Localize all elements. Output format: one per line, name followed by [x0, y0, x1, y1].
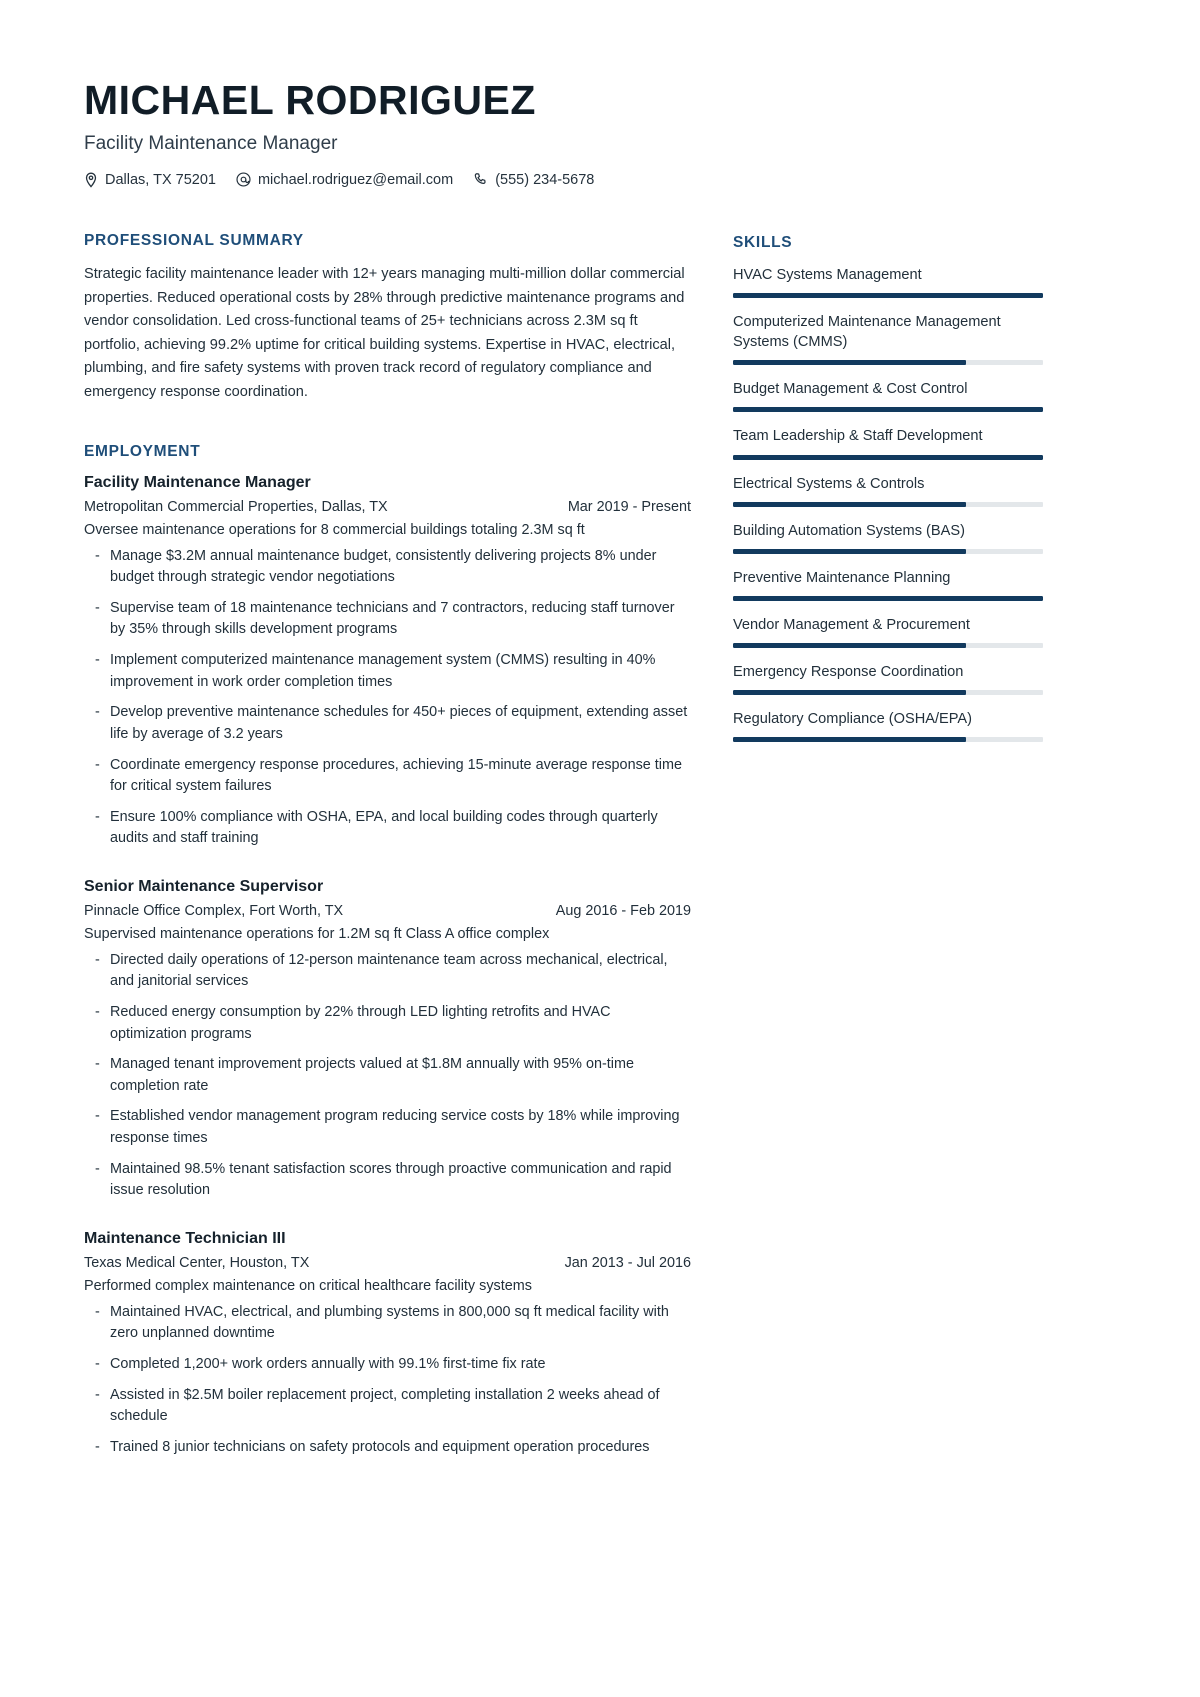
skill-name: Emergency Response Coordination	[733, 664, 964, 681]
job-dates: Aug 2016 - Feb 2019	[555, 902, 691, 919]
job-meta	[84, 903, 691, 919]
job-bullets	[84, 1302, 691, 1459]
side-column	[733, 232, 1043, 756]
skill-level-fill	[733, 549, 966, 554]
job-bullet: - Implement computerized maintenance management system (CMMS) resulting in 40% improvement in work order completion times	[84, 650, 691, 693]
job-bullet: - Reduced energy consumption by 22% through LED lighting retrofits and HVAC optimization programs	[84, 1002, 691, 1045]
skill-item	[733, 265, 1043, 298]
job-bullet: - Completed 1,200+ work orders annually with 99.1% first-time fix rate	[84, 1354, 691, 1376]
skill-level-bar	[733, 737, 1043, 742]
job-title: Facility Maintenance Manager	[84, 473, 311, 491]
candidate-name: MICHAEL RODRIGUEZ	[84, 77, 536, 123]
phone-icon	[473, 172, 488, 187]
contact-email	[236, 172, 453, 188]
skills-heading: SKILLS	[733, 233, 793, 251]
resume-header	[84, 78, 1116, 188]
job-bullet: - Directed daily operations of 12-person maintenance team across mechanical, electrical, and janitorial services	[84, 950, 691, 993]
skill-level-bar	[733, 360, 1043, 365]
job-bullet: - Develop preventive maintenance schedules for 450+ pieces of equipment, extending asset life by average of 3.2 years	[84, 702, 691, 745]
job-company: Texas Medical Center, Houston, TX	[84, 1254, 310, 1271]
skill-level-bar	[733, 502, 1043, 507]
job-meta	[84, 1255, 691, 1271]
skill-level-bar	[733, 549, 1043, 554]
skill-level-fill	[733, 455, 1043, 460]
job-bullet: - Maintained 98.5% tenant satisfaction scores through proactive communication and rapid issue resolution	[84, 1159, 691, 1202]
skill-name: Electrical Systems & Controls	[733, 475, 925, 492]
employment-entry	[84, 1230, 691, 1459]
job-meta	[84, 499, 691, 515]
main-column	[84, 232, 691, 1465]
skill-name: Regulatory Compliance (OSHA/EPA)	[733, 711, 972, 728]
job-description: Performed complex maintenance on critical healthcare facility systems	[84, 1277, 532, 1294]
skill-item	[733, 615, 1043, 648]
skill-name: Building Automation Systems (BAS)	[733, 522, 965, 539]
location-text: Dallas, TX 75201	[105, 171, 216, 188]
contact-phone	[473, 172, 594, 188]
job-description: Supervised maintenance operations for 1.2M sq ft Class A office complex	[84, 925, 550, 942]
skill-level-fill	[733, 360, 966, 365]
skill-level-fill	[733, 737, 966, 742]
email-text: michael.rodriguez@email.com	[257, 171, 454, 188]
job-title: Maintenance Technician III	[84, 1229, 286, 1247]
candidate-job-title: Facility Maintenance Manager	[84, 132, 338, 154]
skill-name: Budget Management & Cost Control	[733, 381, 968, 398]
job-company: Metropolitan Commercial Properties, Dallas, TX	[84, 498, 388, 515]
skill-level-bar	[733, 690, 1043, 695]
skill-name: Vendor Management & Procurement	[733, 616, 970, 633]
skill-level-bar	[733, 643, 1043, 648]
job-bullet: - Ensure 100% compliance with OSHA, EPA, and local building codes through quarterly audits and staff training	[84, 807, 691, 850]
skill-name: Preventive Maintenance Planning	[733, 569, 951, 586]
skill-item	[733, 379, 1043, 412]
skill-level-fill	[733, 293, 1043, 298]
skill-level-bar	[733, 293, 1043, 298]
email-icon	[236, 172, 251, 187]
summary-text: Strategic facility maintenance leader with 12+ years managing multi-million dollar commercial properties. Reduced operational costs by 28% through predictive maintenance programs and vendor consolidation. Led cross-functional teams of 25+ technicians across 2.3M sq ft portfolio, achieving 99.2% uptime for critical building systems. Expertise in HVAC, electrical, plumbing, and fire safety systems with proven track record of regulatory compliance and emergency response coordination.	[84, 265, 685, 401]
skill-level-fill	[733, 407, 1043, 412]
section-professional-summary	[84, 232, 691, 405]
contact-row	[84, 172, 1116, 188]
skill-item	[733, 709, 1043, 742]
skill-item	[733, 312, 1043, 365]
skill-item	[733, 426, 1043, 459]
job-bullet: - Manage $3.2M annual maintenance budget, consistently delivering projects 8% under budget through strategic vendor negotiations	[84, 546, 691, 589]
job-bullet: - Managed tenant improvement projects valued at $1.8M annually with 95% on-time completion rate	[84, 1054, 691, 1097]
skill-item	[733, 662, 1043, 695]
job-bullet: - Established vendor management program reducing service costs by 18% while improving response times	[84, 1106, 691, 1149]
skill-name: Team Leadership & Staff Development	[733, 428, 983, 445]
job-bullets	[84, 950, 691, 1202]
contact-location	[84, 172, 216, 188]
skill-name: HVAC Systems Management	[733, 266, 922, 283]
employment-heading: EMPLOYMENT	[84, 442, 201, 460]
job-bullet: - Maintained HVAC, electrical, and plumbing systems in 800,000 sq ft medical facility with zero unplanned downtime	[84, 1302, 691, 1345]
resume-body	[84, 232, 1116, 1465]
skill-level-fill	[733, 690, 966, 695]
section-skills	[733, 234, 1043, 742]
job-company: Pinnacle Office Complex, Fort Worth, TX	[84, 902, 344, 919]
skill-name: Computerized Maintenance Management Systems (CMMS)	[733, 314, 1001, 351]
employment-entry	[84, 474, 691, 850]
skill-level-fill	[733, 643, 966, 648]
skill-level-bar	[733, 455, 1043, 460]
job-bullet: - Assisted in $2.5M boiler replacement project, completing installation 2 weeks ahead of schedule	[84, 1385, 691, 1428]
skill-level-fill	[733, 502, 966, 507]
job-bullet: - Supervise team of 18 maintenance technicians and 7 contractors, reducing staff turnover by 35% through skills development programs	[84, 598, 691, 641]
employment-entry	[84, 878, 691, 1202]
skill-level-fill	[733, 596, 1043, 601]
location-pin-icon	[84, 172, 98, 188]
job-dates: Jan 2013 - Jul 2016	[564, 1254, 691, 1271]
job-title: Senior Maintenance Supervisor	[84, 877, 324, 895]
job-bullet: - Coordinate emergency response procedures, achieving 15-minute average response time for critical system failures	[84, 755, 691, 798]
section-employment	[84, 443, 691, 1459]
skill-item	[733, 568, 1043, 601]
job-bullet: - Trained 8 junior technicians on safety protocols and equipment operation procedures	[84, 1437, 691, 1459]
skill-item	[733, 521, 1043, 554]
skill-level-bar	[733, 596, 1043, 601]
skill-level-bar	[733, 407, 1043, 412]
skill-item	[733, 474, 1043, 507]
phone-text: (555) 234-5678	[495, 171, 595, 188]
summary-heading: PROFESSIONAL SUMMARY	[84, 231, 304, 249]
job-bullets	[84, 546, 691, 850]
job-description: Oversee maintenance operations for 8 commercial buildings totaling 2.3M sq ft	[84, 521, 585, 538]
job-dates: Mar 2019 - Present	[567, 498, 691, 515]
